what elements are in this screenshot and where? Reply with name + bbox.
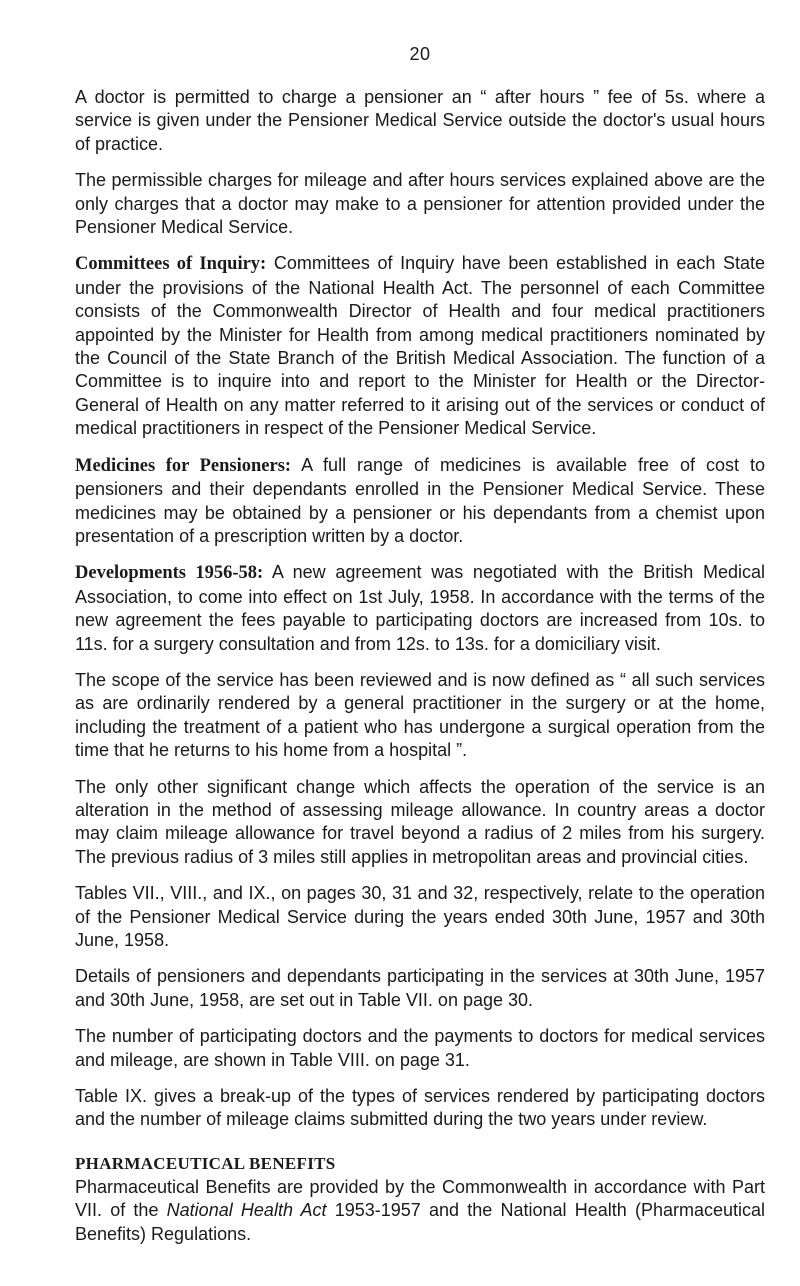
paragraph-table-vii: Details of pensioners and dependants participating in the services at 30th June, 1957 and 30th June, 1958, are set out in Table VII. on page 30. xyxy=(75,966,765,1010)
page-number: 20 xyxy=(409,44,431,64)
text-committees-of-inquiry: Committees of Inquiry have been established in each State under the provisions of the National Health Act. The personnel of each Committee consists of the Commonwealth Director of Health and four medical practitioners appointed by the Minister for Health from among medical practitioners nominated by the Council of the State Branch of the British Medical Association. The function of a Committee is to inquire into and report to the Minister for Health or the Director-General of Health on any matter referred to it arising out of the services or conduct of medical practitioners in respect of the Pensioner Medical Service. xyxy=(75,253,765,439)
text-act-title: National Health Act xyxy=(166,1200,327,1221)
lead-developments: Developments 1956-58: xyxy=(75,563,264,584)
paragraph-permissible-charges: The permissible charges for mileage and after hours services explained above are the only charges that a doctor may make to a pensioner for attention provided under the Pensioner Medical Service. xyxy=(75,170,765,238)
text-medicines-for-pensioners: A full range of medicines is available free of cost to pensioners and their dependants enrolled in the Pensioner Medical Service. These medicines may be obtained by a pensioner or his dependants from a chemist upon presentation of a prescription written by a doctor. xyxy=(75,454,765,546)
text-developments: A new agreement was negotiated with the British Medical Association, to come into effect on 1st July, 1958. In accordance with the terms of the new agreement the fees payable to participating doctors are increased from 10s. to 11s. for a surgery consultation and from 12s. to 13s. for a domiciliary visit. xyxy=(75,562,765,654)
paragraph-mileage-change: The only other significant change which affects the operation of the service is an alteration in the method of assessing mileage allowance. In country areas a doctor may claim mileage allowance for travel beyond a radius of 2 miles from his surgery. The previous radius of 3 miles still applies in metropolitan areas and provincial cities. xyxy=(75,776,765,867)
paragraph-table-ix: Table IX. gives a break-up of the types of services rendered by participating doctors and the number of mileage claims submitted during the two years under review. xyxy=(75,1086,765,1130)
paragraph-committees-of-inquiry xyxy=(75,252,765,440)
paragraph-pharmaceutical-benefits xyxy=(75,1176,765,1246)
paragraph-table-viii: The number of participating doctors and the payments to doctors for medical services and mileage, are shown in Table VIII. on page 31. xyxy=(75,1026,765,1070)
body-text xyxy=(75,86,765,1259)
section-heading-pharmaceutical-benefits: PHARMACEUTICAL BENEFITS xyxy=(75,1153,336,1173)
lead-medicines-for-pensioners: Medicines for Pensioners: xyxy=(75,455,292,476)
lead-committees-of-inquiry: Committees of Inquiry: xyxy=(75,254,267,275)
paragraph-after-hours-fee: A doctor is permitted to charge a pensioner an “ after hours ” fee of 5s. where a service is given under the Pensioner Medical Service outside the doctor's usual hours of practice. xyxy=(75,87,765,154)
paragraph-developments xyxy=(75,561,765,656)
text-pharma-before: Pharmaceutical Benefits are provided by the Commonwealth in accordance with Part VII. of the xyxy=(75,1176,765,1221)
paragraph-scope-of-service: The scope of the service has been reviewed and is now defined as “ all such services as are ordinarily rendered by a general practitioner in the surgery or at the home, including the treatment of a patient who has undergone a surgical operation from the time that he returns to his home from a hospital ”. xyxy=(75,669,765,761)
paragraph-tables-reference: Tables VII., VIII., and IX., on pages 30, 31 and 32, respectively, relate to the operation of the Pensioner Medical Service during the years ended 30th June, 1957 and 30th June, 1958. xyxy=(75,883,765,950)
paragraph-medicines-for-pensioners xyxy=(75,454,765,549)
text-pharma-after: 1953-1957 and the National Health (Pharmaceutical Benefits) Regulations. xyxy=(75,1200,766,1244)
